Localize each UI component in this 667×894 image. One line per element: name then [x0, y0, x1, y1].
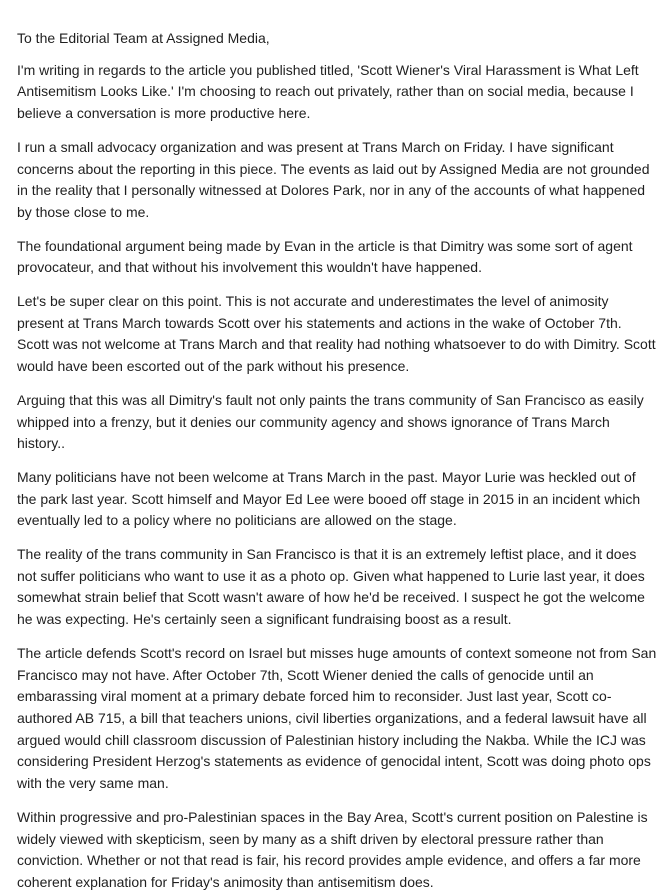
paragraph-5: Arguing that this was all Dimitry's fault not only paints the trans community of San Francisco as easily whipped into a frenzy, but it denies our community agency and shows ignorance of Trans March history.. — [17, 391, 644, 452]
paragraph-8: The article defends Scott's record on Israel but misses huge amounts of context someone not from San Francisco may not have. After October 7th, Scott Wiener denied the calls of genocide until an embarassing viral moment at a primary debate forced him to reconsider. Just last year, Scott co-authored AB 715, a bill that teachers unions, civil liberties organizations, and a federal lawsuit have all argued would chill classroom discussion of Palestinian history including the Nakba. While the ICJ was considering President Herzog's statements as evidence of genocidal intent, Scott was doing photo ops with the very same man. — [17, 644, 657, 792]
paragraph-3: The foundational argument being made by Evan in the article is that Dimitry was some sort of agent provocateur, and that without his involvement this wouldn't have happened. — [17, 237, 633, 276]
paragraph-7: The reality of the trans community in San Francisco is that it is an extremely leftist place, and it does not suffer politicians who want to use it as a photo op. Given what happened to Lurie last year, it does somewhat strain belief that Scott wasn't aware of how he'd be received. I suspect he got the welcome he was expecting. He's certainly seen a significant fundraising boost as a result. — [17, 546, 645, 628]
paragraph-2: I run a small advocacy organization and was present at Trans March on Friday. I have significant concerns about the reporting in this piece. The events as laid out by Assigned Media are not grounded in the reality that I personally witnessed at Dolores Park, nor in any of the accounts of what happened by those close to me. — [17, 138, 650, 220]
paragraph-4: Let's be super clear on this point. This is not accurate and underestimates the level of animosity present at Trans March towards Scott over his statements and actions in the wake of October 7th. Scott was not welcome at Trans March and that reality had nothing whatsoever to do with Dimitry. Scott would have been escorted out of the park without his presence. — [17, 293, 656, 375]
paragraph-9: Within progressive and pro-Palestinian spaces in the Bay Area, Scott's current position on Palestine is widely viewed with skepticism, seen by many as a shift driven by electoral pressure rather than conviction. Whether or not that read is fair, his record provides ample evidence, and offers a far more coherent explanation for Friday's animosity than antisemitism does. — [17, 808, 648, 890]
paragraph-1: I'm writing in regards to the article you published titled, 'Scott Wiener's Viral Harassment is What Left Antisemitism Looks Like.' I'm choosing to reach out privately, rather than on social media, because I believe a conversation is more productive here. — [17, 61, 639, 122]
paragraph-6: Many politicians have not been welcome at Trans March in the past. Mayor Lurie was heckled out of the park last year. Scott himself and Mayor Ed Lee were booed off stage in 2015 in an incident which eventually led to a policy where no politicians are allowed on the stage. — [17, 468, 641, 529]
salutation: To the Editorial Team at Assigned Media, — [17, 30, 270, 46]
